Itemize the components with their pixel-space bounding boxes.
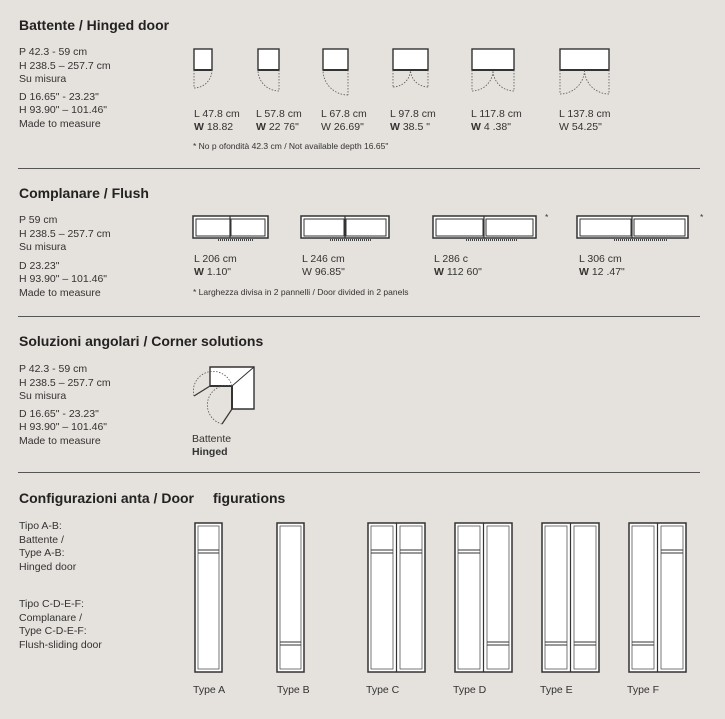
- spec-line: Complanare /: [19, 611, 83, 624]
- type-f-label: Type F: [627, 684, 660, 696]
- spec-line: H 238.5 – 257.7 cm: [19, 376, 111, 389]
- corner-label: Battente Hinged: [192, 433, 232, 458]
- spec-line: Type A-B:: [19, 547, 65, 559]
- spec-line: Flush-sliding door: [19, 638, 102, 651]
- hinged-dim-5: L 117.8 cm W 4 .38": [471, 108, 522, 133]
- hinged-plan-2-icon: [257, 48, 281, 98]
- hinged-note: * No p ofondità 42.3 cm / Not available depth 16.65": [193, 141, 389, 151]
- spec-line: D 23.23": [19, 259, 60, 272]
- spec-line: H 93.90" – 101.46": [19, 421, 108, 433]
- flush-title: Complanare / Flush: [19, 185, 149, 201]
- spec-line: Made to measure: [19, 434, 101, 447]
- spec-line: Hinged door: [19, 560, 77, 573]
- hinged-plan-1-icon: [193, 48, 215, 96]
- spec-line: Tipo C-D-E-F:: [19, 598, 84, 610]
- section-divider: [18, 472, 700, 473]
- hinged-title: Battente / Hinged door: [19, 17, 170, 33]
- spec-line: P 59 cm: [19, 214, 58, 226]
- type-c-label: Type C: [366, 684, 400, 696]
- spec-line: Su misura: [19, 73, 67, 85]
- spec-line: H 93.90" – 101.46": [19, 273, 108, 285]
- flush-dim-2: L 246 cm W 96.85": [302, 253, 345, 278]
- hinged-plan-4-icon: [392, 48, 430, 90]
- door-type-c-icon: [367, 522, 427, 674]
- hinged-specs: [19, 46, 111, 131]
- type-d-label: Type D: [453, 684, 487, 696]
- spec-line: Type C-D-E-F:: [19, 625, 87, 637]
- config-title-tail: figurations: [213, 490, 286, 506]
- spec-line: Battente /: [19, 533, 64, 546]
- flush-plan-2-icon: [300, 215, 392, 243]
- flush-specs: [19, 214, 111, 300]
- flush-dim-3: L 286 c W 112 60": [434, 253, 482, 278]
- door-type-d-icon: [454, 522, 514, 674]
- hinged-plan-5-icon: [471, 48, 515, 96]
- spec-line: D 16.65" - 23.23": [19, 407, 99, 420]
- spec-line: Tipo A-B:: [19, 520, 62, 532]
- spec-line: Su misura: [19, 241, 67, 253]
- corner-specs: [19, 363, 111, 448]
- flush-star-1: *: [545, 212, 549, 222]
- spec-line: P 42.3 - 59 cm: [19, 46, 88, 58]
- spec-line: H 93.90" – 101.46": [19, 104, 108, 116]
- spec-line: P 42.3 - 59 cm: [19, 363, 88, 375]
- hinged-dim-2: L 57.8 cm W 22 76": [256, 108, 302, 133]
- corner-plan-icon: [190, 362, 260, 430]
- hinged-plan-6-icon: [559, 48, 611, 100]
- section-divider: [18, 316, 700, 317]
- config-title: Configurazioni anta / Door: [19, 490, 194, 506]
- flush-plan-3-icon: [432, 215, 538, 243]
- door-type-e-icon: [541, 522, 601, 674]
- door-type-f-icon: [628, 522, 688, 674]
- flush-note: * Larghezza divisa in 2 pannelli / Door divided in 2 panels: [193, 287, 409, 297]
- type-a-label: Type A: [193, 684, 226, 696]
- type-e-label: Type E: [540, 684, 573, 696]
- door-type-a-icon: [194, 522, 224, 674]
- spec-line: Made to measure: [19, 117, 101, 130]
- section-divider: [18, 168, 700, 169]
- spec-line: H 238.5 – 257.7 cm: [19, 59, 111, 72]
- spec-line: H 238.5 – 257.7 cm: [19, 227, 111, 240]
- hinged-plan-3-icon: [322, 48, 350, 100]
- flush-dim-4: L 306 cm W 12 .47": [579, 253, 625, 278]
- flush-plan-4-icon: [576, 215, 690, 243]
- hinged-dim-4: L 97.8 cm W 38.5 ": [390, 108, 436, 133]
- type-b-label: Type B: [277, 684, 310, 696]
- spec-line: D 16.65" - 23.23": [19, 90, 99, 103]
- config-specs-cf: [19, 598, 102, 652]
- spec-line: Made to measure: [19, 286, 101, 299]
- corner-title: Soluzioni angolari / Corner solutions: [19, 333, 264, 349]
- hinged-dim-1: L 47.8 cm W 18.82: [194, 108, 240, 133]
- flush-dim-1: L 206 cm W 1.10": [194, 253, 237, 278]
- hinged-dim-6: L 137.8 cm W 54.25": [559, 108, 611, 133]
- spec-line: Su misura: [19, 390, 67, 402]
- hinged-dim-3: L 67.8 cm W 26.69": [321, 108, 367, 133]
- door-type-b-icon: [276, 522, 306, 674]
- flush-star-2: *: [700, 212, 704, 222]
- flush-plan-1-icon: [192, 215, 270, 243]
- config-specs-ab: [19, 520, 76, 574]
